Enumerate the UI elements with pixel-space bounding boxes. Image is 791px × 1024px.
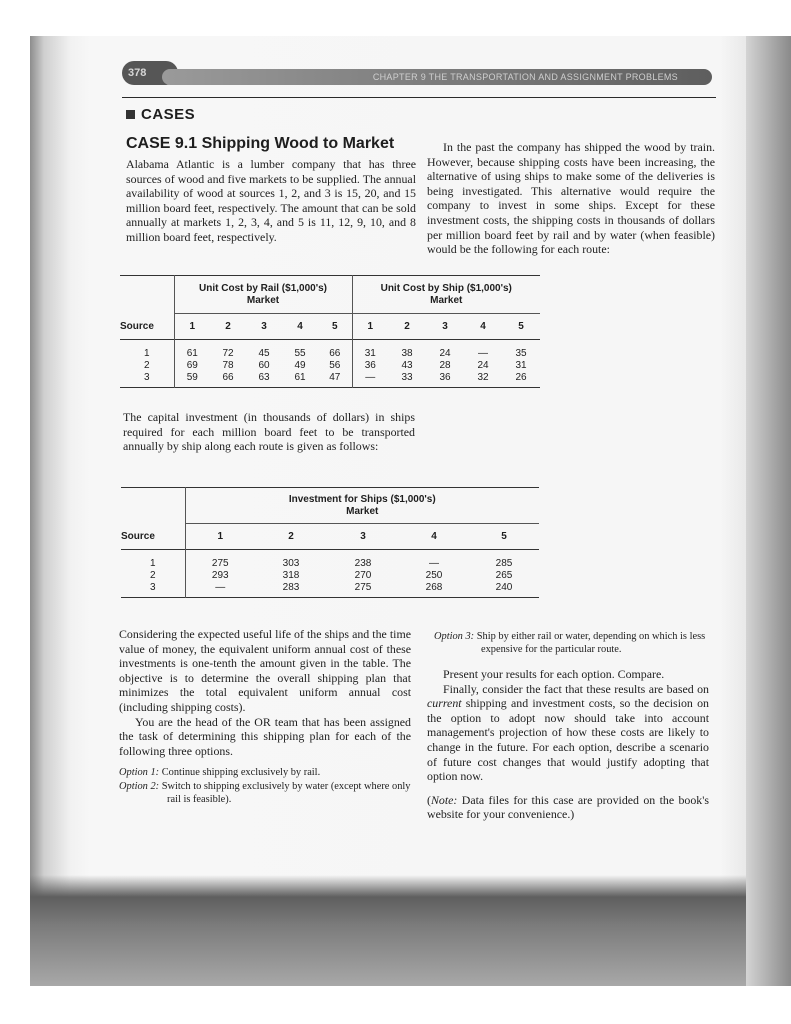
inv-market-4: 4 (431, 531, 437, 542)
investment-cell: 240 (495, 581, 513, 593)
rail-cost-title: Unit Cost by Rail ($1,000's) (199, 282, 327, 294)
option-2-text: Switch to shipping exclusively by water (except where only rail is feasible). (161, 781, 411, 805)
ship-cell: 28 (439, 360, 451, 371)
table-row (121, 570, 539, 582)
option-1 (119, 766, 411, 779)
ship-cell: 35 (515, 348, 527, 359)
option-3-text: Ship by either rail or water, depending on which is less expensive for the particular route. (476, 631, 706, 655)
rail-cell: 61 (174, 348, 210, 360)
rail-cell: 78 (222, 360, 234, 371)
future-text-b: shipping and investment costs, so the decision on the option to adopt now should take into account management's projection of how these costs are likely to change in the future. For each option, describe a scenario of future cost changes that would justify adopting that option now. (427, 696, 709, 784)
investment-cell: 285 (495, 558, 513, 569)
ship-cell: 36 (352, 360, 388, 372)
square-bullet-icon (126, 110, 135, 119)
investment-title: Investment for Ships ($1,000's) (288, 493, 436, 505)
lower-left-column (119, 627, 411, 758)
investment-header (185, 488, 539, 524)
rail-market-4: 4 (297, 321, 303, 332)
rail-cell: 66 (222, 371, 234, 383)
future-text-a: Finally, consider the fact that these results are based on (443, 681, 709, 696)
investment-paragraph: The capital investment (in thousands of dollars) in ships required for each million board feet to be transported annually by ship along each route is given as follows: (123, 410, 415, 454)
option-3 (434, 630, 708, 656)
rail-market-label: Market (246, 294, 280, 306)
option-3-label: Option 3: (434, 631, 475, 642)
rail-market-2: 2 (225, 321, 231, 332)
inv-market-1: 1 (185, 524, 255, 550)
source-cell: 3 (143, 371, 150, 383)
ship-cell: — (352, 372, 388, 388)
ship-cell: 31 (352, 348, 388, 360)
rail-market-3: 3 (261, 321, 267, 332)
rail-market-1: 1 (174, 314, 210, 340)
compare-paragraph: Present your results for each option. Compare. (443, 667, 665, 681)
left-column-intro (126, 157, 416, 245)
table-row (121, 558, 539, 570)
ship-cell: 43 (401, 360, 413, 371)
chapter-title: CHAPTER 9 THE TRANSPORTATION AND ASSIGNMENT PROBLEMS (162, 69, 712, 85)
investment-cell: 250 (425, 570, 443, 581)
cost-table (120, 275, 540, 388)
ship-market-5: 5 (518, 321, 524, 332)
page-edge-shadow (746, 36, 791, 986)
source-cell: 3 (149, 581, 156, 593)
rail-cell: 60 (258, 360, 270, 371)
investment-intro (123, 410, 415, 454)
investment-cell: 268 (425, 581, 443, 593)
table-row (120, 372, 540, 388)
section-heading-text: CASES (141, 106, 196, 123)
rail-cell: 72 (222, 348, 234, 359)
rail-cell: 45 (258, 348, 270, 359)
future-text-emphasis: current (427, 696, 462, 711)
rail-market-5: 5 (331, 321, 338, 332)
investment-table (121, 487, 539, 598)
ship-market-3: 3 (442, 321, 448, 332)
source-cell: 2 (149, 570, 156, 581)
ship-market-4: 4 (480, 321, 486, 332)
ship-cell: 36 (439, 371, 451, 383)
shipping-paragraph: In the past the company has shipped the wood by train. However, because shipping costs have been increasing, the alternative of using ships to make some of the deliveries is being investigated. This alternative would require the company to invest in some ships. Except for these investment costs, the shipping costs in thousands of dollars per million board feet by rail and by water (when feasible) would be the following for each route: (427, 140, 715, 257)
investment-cell: — (185, 582, 255, 598)
ship-cell: — (478, 348, 488, 359)
header-rule (122, 97, 716, 98)
ship-cell: 24 (439, 348, 451, 359)
table-row (120, 348, 540, 360)
investment-cell: 275 (185, 558, 255, 570)
inv-market-2: 2 (288, 531, 294, 542)
option-2-label: Option 2: (119, 781, 160, 792)
option-1-text: Continue shipping exclusively by rail. (161, 767, 321, 778)
binding-shadow (30, 875, 791, 986)
objective-paragraph: Considering the expected useful life of the ships and the time value of money, the equivalent uniform annual cost of these investments is one-tenth the amount given in the table. The objective is to determine the overall shipping plan that minimizes the total equivalent uniform annual cost (including shipping costs). (119, 627, 411, 714)
source-cell: 2 (143, 360, 150, 371)
right-column-intro (427, 140, 715, 257)
ship-cell: 31 (515, 360, 527, 371)
ship-market-1: 1 (352, 314, 388, 340)
investment-cell: 303 (282, 558, 300, 569)
ship-cell: 33 (401, 371, 413, 383)
note-paragraph: (Note: Data files for this case are provided on the book's website for your convenience.) (427, 792, 709, 822)
table-row (121, 582, 539, 598)
ship-cell: 24 (477, 360, 489, 371)
case-title: CASE 9.1 Shipping Wood to Market (126, 135, 395, 152)
running-header (122, 61, 718, 87)
investment-cell: 318 (282, 570, 300, 581)
inv-market-5: 5 (501, 531, 507, 542)
option-2 (119, 780, 411, 806)
section-heading (126, 106, 195, 123)
option-1-label: Option 1: (119, 767, 160, 778)
ship-cost-header (352, 276, 540, 314)
source-column-header: Source (121, 530, 155, 542)
ship-market-2: 2 (404, 321, 410, 332)
source-cell: 1 (149, 558, 156, 569)
rail-cost-header (174, 276, 352, 314)
investment-cell: 238 (354, 558, 372, 569)
future-paragraph (427, 682, 709, 784)
rail-cell: 55 (294, 348, 306, 359)
note-text: Data files for this case are provided on the book's website for your convenience.) (427, 792, 709, 822)
ship-cost-title: Unit Cost by Ship ($1,000's) (380, 282, 512, 294)
ship-cell: 26 (515, 371, 527, 383)
investment-cell: 275 (354, 581, 372, 593)
table-row (120, 360, 540, 372)
source-column-header: Source (120, 320, 154, 332)
rail-cell: 49 (294, 360, 306, 371)
investment-cell: 293 (185, 570, 255, 582)
inv-market-3: 3 (360, 531, 366, 542)
rail-cell: 56 (329, 360, 341, 371)
investment-market-label: Market (346, 505, 379, 517)
rail-cell: 69 (174, 360, 210, 372)
investment-cell: 283 (282, 581, 300, 593)
rail-cell: 63 (258, 371, 270, 383)
ship-cell: 38 (401, 348, 413, 359)
source-cell: 1 (143, 348, 150, 359)
rail-cell: 66 (329, 348, 341, 359)
investment-cell: 265 (495, 570, 513, 581)
lower-right-column (427, 667, 709, 822)
task-paragraph: You are the head of the OR team that has been assigned the task of determining this shipping plan for each of the following three options. (119, 714, 411, 758)
intro-paragraph: Alabama Atlantic is a lumber company that has three sources of wood and five markets to be supplied. The annual availability of wood at sources 1, 2, and 3 is 15, 20, and 15 million board feet, respectively. The amount that can be sold annually at markets 1, 2, 3, 4, and 5 is 11, 12, 9, 10, and 8 million board feet, respectively. (126, 157, 416, 244)
page-number: 378 (122, 61, 178, 85)
ship-market-label: Market (430, 294, 463, 306)
note-label: Note: (430, 792, 458, 807)
rail-cell: 61 (294, 371, 306, 383)
investment-cell: — (429, 558, 439, 569)
rail-cell: 59 (174, 372, 210, 388)
rail-cell: 47 (329, 371, 341, 383)
ship-cell: 32 (477, 371, 489, 383)
investment-cell: 270 (354, 570, 372, 581)
